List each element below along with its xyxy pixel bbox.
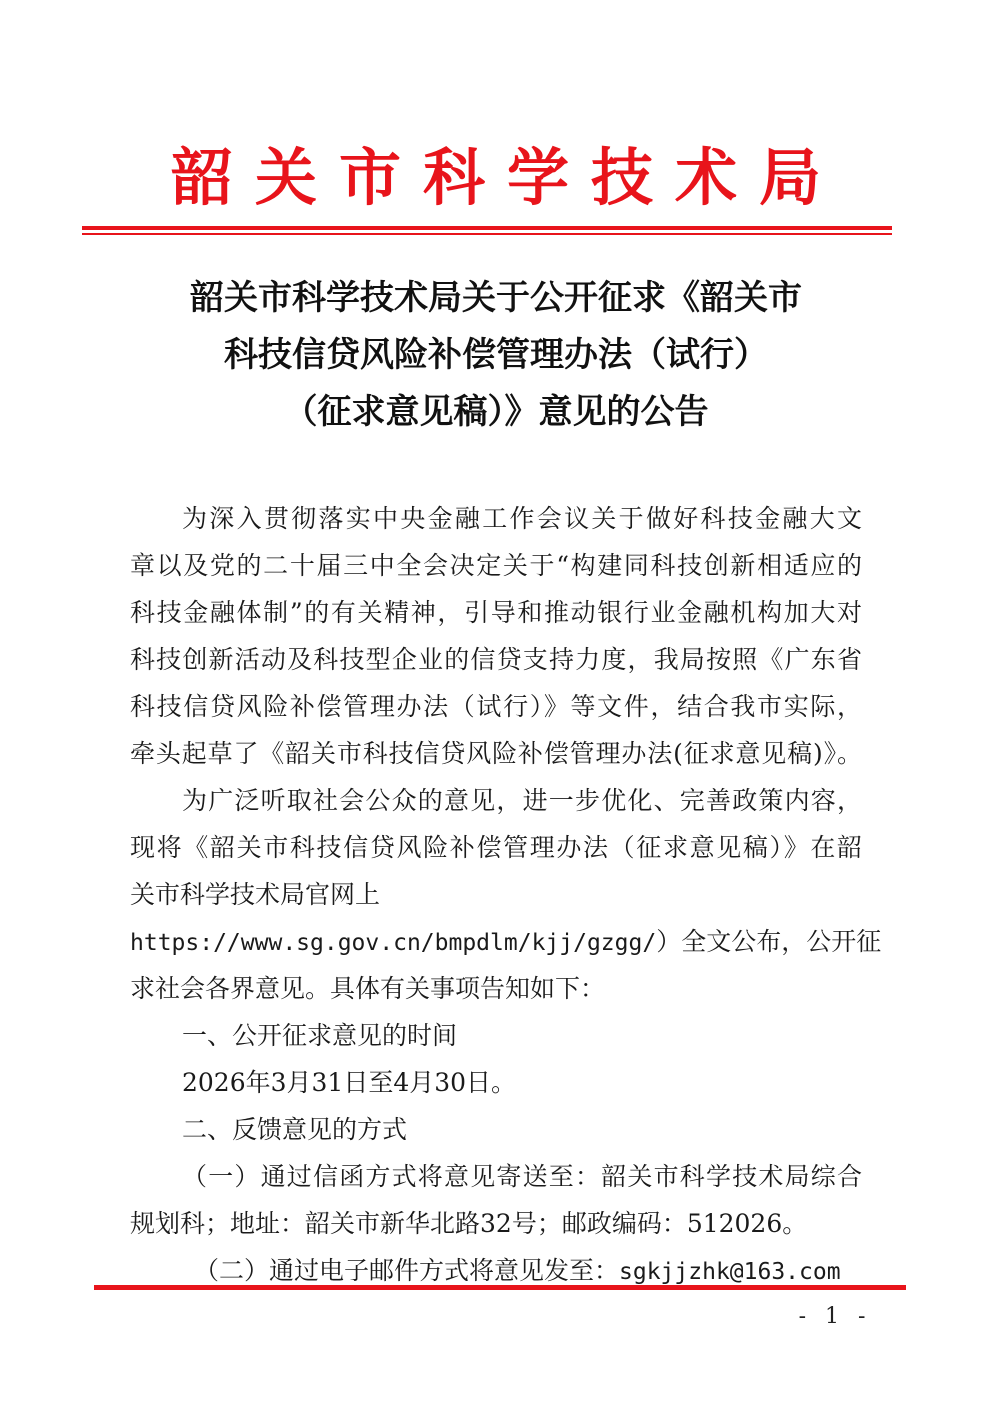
feedback-email[interactable]: sgkjjzhk@163.com: [619, 1259, 841, 1285]
method-2-text: （二）通过电子邮件方式将意见发至：: [194, 1256, 620, 1285]
url-line: [130, 918, 882, 965]
section-1-content: 2026年3月31日至4月30日。: [182, 1068, 517, 1097]
paragraph-2-line: 现将《韶关市科技信贷风险补偿管理办法（征求意见稿）》在韶: [130, 833, 862, 862]
letterhead-red-rule-thick: [82, 226, 892, 230]
paragraph-2-line: 关市科学技术局官网上: [130, 880, 381, 909]
title-line-1: 韶关市科学技术局关于公开征求《韶关市: [190, 278, 802, 318]
paragraph-1-line: 为深入贯彻落实中央金融工作会议关于做好科技金融大文: [182, 504, 862, 533]
paragraph-2-end: 求社会各界意见。具体有关事项告知如下：: [130, 974, 606, 1003]
agency-letterhead: 韶关市科学技术局: [170, 141, 843, 214]
paragraph-2-line: 为广泛听取社会公众的意见，进一步优化、完善政策内容，: [182, 786, 862, 815]
url-line-text: ）全文公布，公开征: [656, 927, 882, 956]
document-title: [0, 270, 992, 441]
paragraph-1-line: 牵头起草了《韶关市科技信贷风险补偿管理办法(征求意见稿)》。: [130, 739, 862, 768]
paragraph-1-line: 章以及党的二十届三中全会决定关于“构建同科技创新相适应的: [130, 551, 862, 580]
paragraph-1-line: 科技创新活动及科技型企业的信贷支持力度，我局按照《广东省: [130, 645, 862, 674]
document-body: [130, 495, 882, 1294]
method-1-line-2: 规划科；地址：韶关市新华北路32号；邮政编码：512026。: [130, 1209, 808, 1238]
website-url[interactable]: https://www.sg.gov.cn/bmpdlm/kjj/gzgg/: [130, 930, 657, 956]
title-line-3: （征求意见稿）》意见的公告: [283, 392, 709, 432]
paragraph-1-line: 科技信贷风险补偿管理办法（试行）》等文件，结合我市实际，: [130, 692, 862, 721]
section-2-heading: 二、反馈意见的方式: [182, 1115, 408, 1144]
paragraph-1-line: 科技金融体制”的有关精神，引导和推动银行业金融机构加大对: [130, 598, 862, 627]
method-1-line-1: （一）通过信函方式将意见寄送至：韶关市科学技术局综合: [182, 1162, 862, 1191]
page-number: - 1 -: [798, 1304, 872, 1329]
title-line-2: 科技信贷风险补偿管理办法（试行）: [224, 335, 768, 375]
section-1-heading: 一、公开征求意见的时间: [182, 1021, 458, 1050]
letterhead-red-rule-thin: [82, 233, 892, 235]
footer-red-rule: [94, 1285, 906, 1290]
